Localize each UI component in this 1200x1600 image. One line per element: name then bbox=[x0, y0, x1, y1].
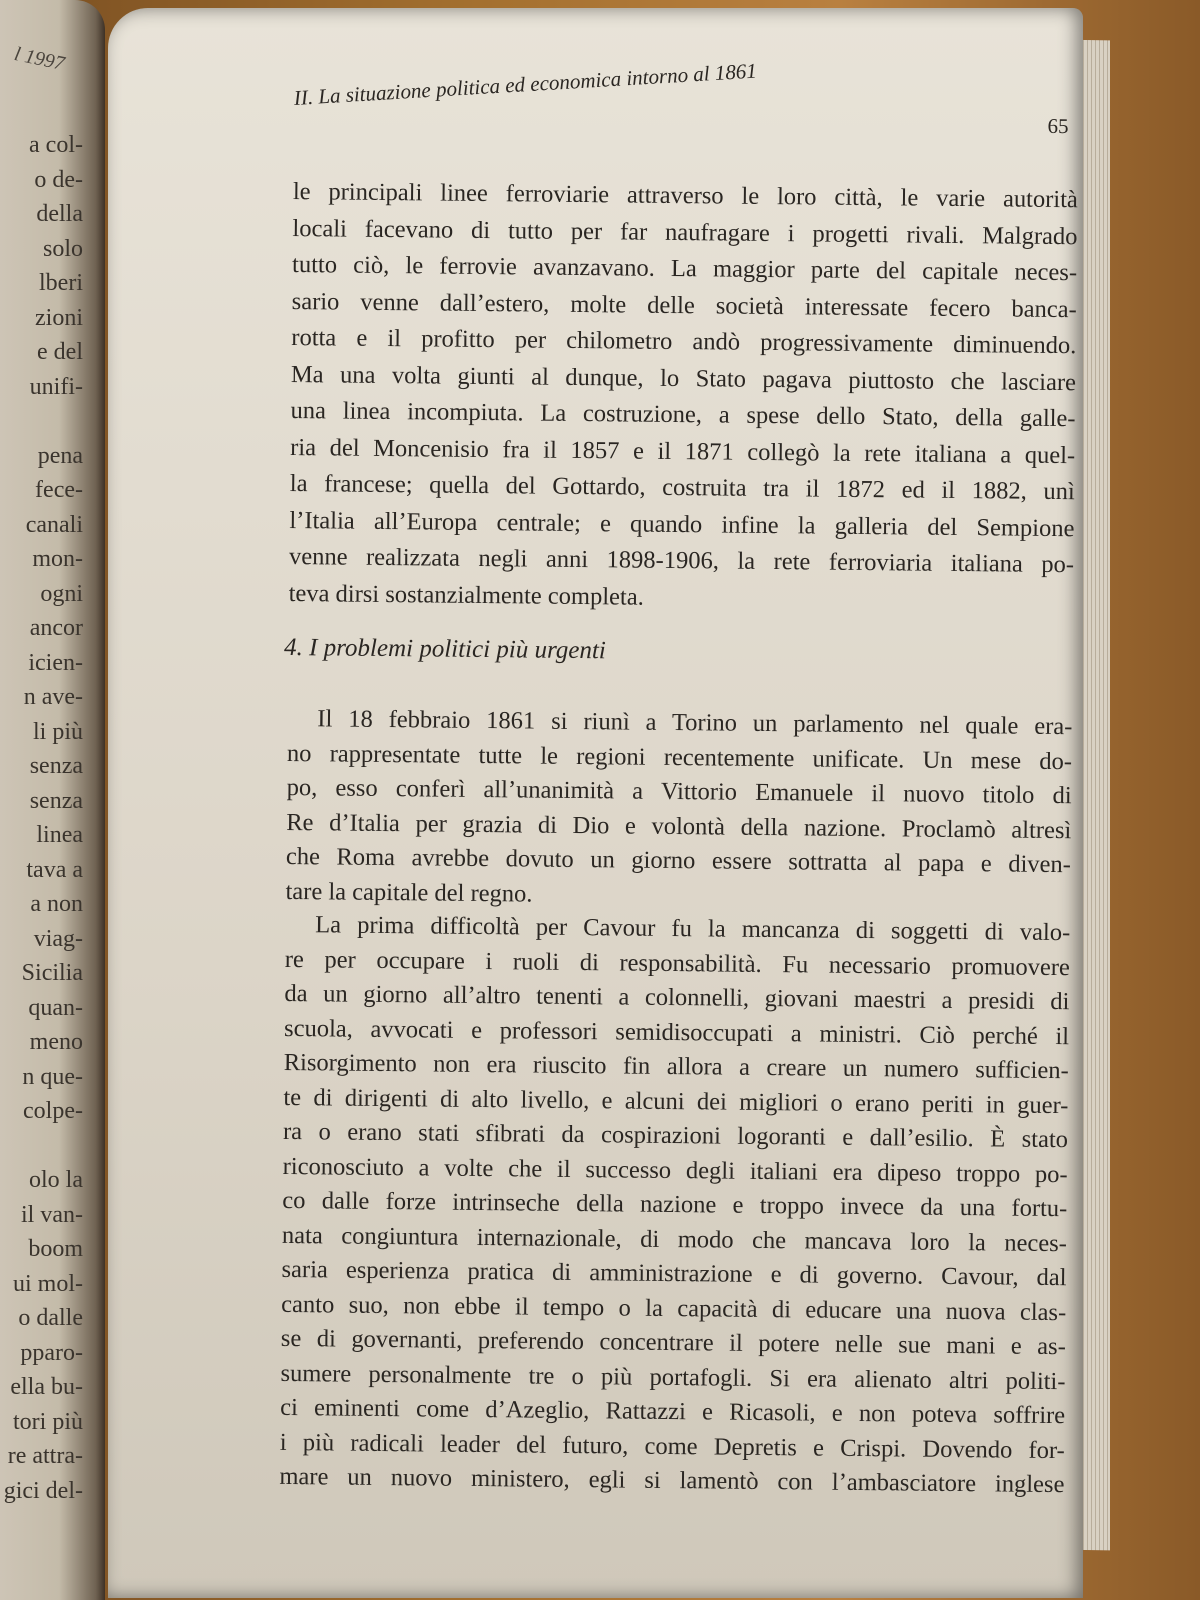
text-line: ci eminenti come d’Azeglio, Rattazzi e Ricasoli, e non poteva soffrire bbox=[280, 1393, 1066, 1430]
running-head: II. La situazione politica ed economica intorno al 1861 bbox=[293, 58, 758, 110]
text-line: boom bbox=[28, 1236, 83, 1262]
text-line: n que- bbox=[22, 1063, 83, 1090]
text-line: n ave- bbox=[23, 684, 83, 710]
text-line: senza bbox=[29, 753, 83, 779]
text-line: rotta e il profitto per chilometro andò progressivamente diminuendo. bbox=[291, 323, 1077, 360]
text-line: Re d’Italia per grazia di Dio e volontà della nazione. Proclamò altresì bbox=[286, 808, 1072, 844]
text-line: te di dirigenti di alto livello, e alcuni dei migliori o erano periti in guer- bbox=[283, 1083, 1069, 1119]
text-line: no rappresentate tutte le regioni recentemente unificate. Un mese do- bbox=[286, 739, 1073, 775]
text-line: olo la bbox=[29, 1167, 83, 1193]
text-line: saria esperienza pratica di amministrazione e di governo. Cavour, dal bbox=[281, 1255, 1067, 1292]
text-line bbox=[4, 1129, 83, 1164]
text-line: li più bbox=[32, 718, 83, 745]
text-line: ella bu- bbox=[10, 1374, 83, 1400]
text-line: lberi bbox=[39, 270, 83, 296]
paragraph-3 bbox=[279, 908, 1070, 1503]
text-line: unifi- bbox=[29, 373, 83, 400]
text-line: fece- bbox=[35, 477, 83, 503]
text-line: pena bbox=[37, 442, 83, 469]
text-line: ria del Moncenisio fra il 1857 e il 1871 collegò la rete italiana a quel- bbox=[290, 433, 1076, 469]
text-line: a non bbox=[30, 891, 83, 917]
page-content bbox=[279, 58, 1079, 1499]
left-page bbox=[0, 0, 105, 1600]
text-line: da un giorno all’altro tenenti a colonnelli, giovani maestri a presidi di bbox=[284, 979, 1070, 1016]
right-page bbox=[108, 8, 1083, 1598]
text-line: tutto ciò, le ferrovie avanzavano. La maggior parte del capitale neces- bbox=[291, 250, 1078, 287]
section-title: 4. I problemi politici più urgenti bbox=[283, 633, 606, 665]
text-line: scuola, avvocati e professori semidisoccupati a ministri. Ciò perché il bbox=[283, 1014, 1070, 1050]
page-number: 65 bbox=[1047, 113, 1069, 139]
text-line: pparo- bbox=[20, 1339, 83, 1366]
paragraph-1 bbox=[288, 174, 1078, 620]
text-line: re attra- bbox=[7, 1443, 83, 1469]
text-line: sario venne dall’estero, molte delle società interessate fecero banca- bbox=[291, 287, 1077, 323]
text-line: una linea incompiuta. La costruzione, a spese dello Stato, della galle- bbox=[290, 396, 1076, 433]
text-line: Il 18 febbraio 1861 si riunì a Torino un parlamento nel quale era- bbox=[317, 705, 1073, 741]
text-line: o de- bbox=[34, 166, 83, 193]
text-line: Ma una volta giunti al dunque, lo Stato pagava piuttosto che lasciare bbox=[290, 360, 1077, 396]
text-line: co dalle forze intrinseche della nazione e troppo invece da una fortu- bbox=[282, 1186, 1068, 1223]
text-line: o dalle bbox=[18, 1305, 83, 1331]
text-line: re per occupare i ruoli di responsabilità. Fu necessario promuovere bbox=[284, 945, 1070, 981]
text-line: po, esso conferì all’unanimità a Vittorio Emanuele il nuovo titolo di bbox=[286, 773, 1072, 810]
text-line: e del bbox=[37, 339, 83, 365]
text-line: il van- bbox=[21, 1201, 83, 1228]
text-line: solo bbox=[42, 235, 83, 262]
left-running-head: l 1997 bbox=[12, 42, 67, 76]
text-line: venne realizzata negli anni 1898-1906, la rete ferroviaria italiana po- bbox=[288, 542, 1075, 579]
text-line: la francese; quella del Gottardo, costruita tra il 1872 ed il 1882, unì bbox=[289, 469, 1075, 506]
text-line: locali facevano di tutto per far naufragare i progetti rivali. Malgrado bbox=[292, 214, 1078, 250]
text-line: senza bbox=[29, 787, 83, 814]
text-line: mon- bbox=[32, 546, 83, 572]
text-line: riconosciuto a volte che il successo degli italiani era dipeso troppo po- bbox=[282, 1152, 1068, 1188]
text-line: icien- bbox=[28, 649, 83, 676]
text-line: ui mol- bbox=[13, 1270, 83, 1297]
text-line bbox=[4, 404, 83, 439]
text-line: ogni bbox=[40, 580, 83, 607]
text-line: tava a bbox=[26, 856, 83, 883]
text-line: ancor bbox=[29, 615, 83, 641]
text-line: Sicilia bbox=[21, 960, 83, 986]
text-line: sumere personalmente tre o più portafogli. Si era alienato altri politi- bbox=[280, 1359, 1066, 1395]
text-line: colpe- bbox=[23, 1098, 83, 1124]
text-line: teva dirsi sostanzialmente completa. bbox=[288, 579, 644, 611]
text-line: quan- bbox=[28, 994, 83, 1021]
text-line: zioni bbox=[35, 304, 83, 331]
text-line: tare la capitale del regno. bbox=[285, 877, 533, 908]
text-line: viag- bbox=[33, 925, 83, 952]
text-line: se di governanti, preferendo concentrare il potere nelle sue mani e as- bbox=[280, 1324, 1066, 1361]
text-line: i più radicali leader del futuro, come Depretis e Crispi. Dovendo for- bbox=[279, 1428, 1065, 1464]
text-line: meno bbox=[29, 1029, 83, 1055]
text-line: ra o erano stati sfibrati da cospirazioni logoranti e dall’esilio. È stato bbox=[282, 1117, 1069, 1154]
text-line: le principali linee ferroviarie attraverso le loro città, le varie autorità bbox=[292, 177, 1078, 214]
text-line: gici del- bbox=[3, 1477, 83, 1504]
paragraph-2 bbox=[285, 702, 1072, 917]
text-line: tori più bbox=[13, 1408, 83, 1435]
left-page-text bbox=[4, 128, 83, 1508]
text-line: che Roma avrebbe dovuto un giorno essere sottratta al papa e diven- bbox=[285, 842, 1072, 879]
text-line: linea bbox=[36, 822, 83, 848]
text-line: La prima difficoltà per Cavour fu la mancanza di soggetti di valo- bbox=[315, 911, 1071, 947]
text-line: canto suo, non ebbe il tempo o la capacità di educare una nuova clas- bbox=[281, 1290, 1067, 1326]
text-line: della bbox=[36, 201, 83, 227]
text-line: nata congiuntura internazionale, di modo che mancava loro la neces- bbox=[281, 1221, 1068, 1257]
text-line: canali bbox=[25, 511, 83, 538]
text-line: a col- bbox=[29, 132, 83, 158]
text-line: l’Italia all’Europa centrale; e quando infine la galleria del Sempione bbox=[289, 506, 1075, 542]
text-line: mare un nuovo ministero, egli si lamentò con l’ambasciatore inglese bbox=[279, 1462, 1065, 1499]
text-line: Risorgimento non era riuscito fin allora a creare un numero sufficien- bbox=[283, 1048, 1069, 1085]
